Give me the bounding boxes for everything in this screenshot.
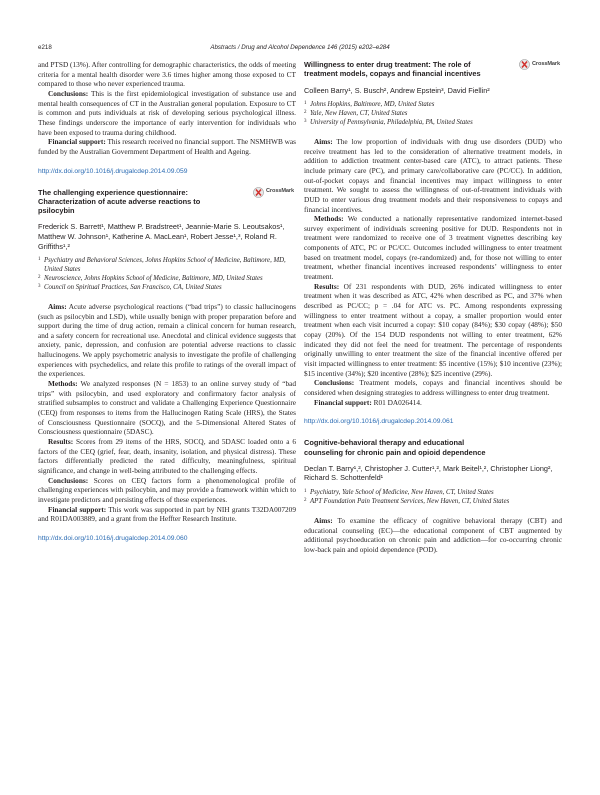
page-number: e218 (38, 44, 52, 51)
affiliation-list (38, 257, 296, 293)
results-paragraph: Results: Scores from 29 items of the HRS, SOCQ, and 5DASC loaded onto a 6 factors of the CEQ (grief, fear, death, insanity, isolation, and physical distress). These factors differentially predicted the rated difficulty, meaningfulness, spiritual significance, and change in well-being attributed to the challenging effects. (38, 437, 296, 476)
abstract-title: Willingness to enter drug treatment: The role of treatment models, copays and financial incentives CrossMark (304, 60, 560, 79)
affiliation: 1 Psychiatry and Behavioral Sciences, Johns Hopkins School of Medicine, Baltimore, MD, United States (38, 257, 286, 274)
crossmark-icon (253, 187, 264, 198)
financial-support-paragraph: Financial support: This research received no financial support. The NSMHWB was funded by the Australian Government Department of Health and Ageing. (38, 137, 296, 156)
paragraph-continued: and PTSD (13%). After controlling for demographic characteristics, the odds of meeting criteria for a mental health disorder were 3.6 times higher among those exposed to CT compared to those who never experienced trauma. (38, 60, 296, 89)
affiliation: 2 Neuroscience, Johns Hopkins School of Medicine, Baltimore, MD, United States (38, 275, 263, 283)
crossmark-icon (519, 59, 530, 70)
conclusions-paragraph: Conclusions: Treatment models, copays and financial incentives should be considered when designing strategies to address willingness to enter drug treatment. (304, 378, 562, 397)
affiliation: 2 APT Foundation Pain Treatment Services, New Haven, CT, United States (304, 497, 510, 505)
affiliation: 3 University of Pennsylvania, Philadelphia, PA, United States (304, 119, 473, 126)
author-list: Colleen Barry¹, S. Busch², Andrew Epstein³, David Fiellin² (304, 85, 490, 95)
abstract-title: Cognitive-behavioral therapy and educational counseling for chronic pain and opioid dependence (304, 438, 486, 457)
left-column (38, 60, 296, 555)
doi-link[interactable]: http://dx.doi.org/10.1016/j.drugalcdep.2014.09.060 (38, 534, 188, 542)
author-list: Frederick S. Barrett¹, Matthew P. Bradstreet¹, Jeannie-Marie S. Leoutsakos¹, Matthew W. Johnson¹, Katherine A. MacLean¹, Robert Jesse¹,³, Roland R. Griffiths¹,² (38, 222, 285, 251)
results-paragraph: Results: Of 231 respondents with DUD, 26% indicated willingness to enter treatment when it was described as ATC, 42% when described as PC, and 37% when described as PC/CC; p = .04 for ATC vs. PC. Among respondents expressing willingness to enter treatment without a copay, a smaller proportion would enter treatment when each visit incurred a copay: $10 copay (84%); $30 copay (48%); $50 copay (20%). Of the 154 DUD respondents not willing to enter treatment, 62% indicated they did not feel the need for treatment. The percentage of respondents originally unwilling to enter treatment the size of the financial incentive offered per visit impacted willingness to enter treatment: $5 incentive (15%); $10 incentive (23%); $15 incentive (34%); $20 incentive (28%); $25 incentive (29%). (304, 281, 562, 378)
right-column (304, 60, 562, 555)
aims-paragraph: Aims: To examine the efficacy of cognitive behavioral therapy (CBT) and educational counseling (EC)—the educational component of CBT augmented by additional psychoeducation on chronic pain and addiction—for co-occurring chronic low-back pain and opioid dependence (POD). (304, 515, 562, 554)
conclusions-paragraph: Conclusions: Scores on CEQ factors form a phenomenological profile of challenging experiences with psilocybin, and may provide a framework within which to investigate predictors and persisting effects of these experiences. (38, 475, 296, 504)
abstract-title: The challenging experience questionnaire: Characterization of acute adverse reactions to psilocybin CrossMark (38, 187, 294, 216)
crossmark-badge[interactable]: CrossMark (253, 187, 294, 198)
affiliation-list (304, 101, 562, 128)
affiliation: 3 Council on Spiritual Practices, San Francisco, CA, United States (38, 283, 222, 291)
financial-support-paragraph: Financial support: R01 DA026414. (314, 397, 422, 407)
aims-paragraph: Aims: Acute adverse psychological reactions (“bad trips”) to classic hallucinogens (such as psilocybin and LSD), while usually benign with proper preparation before and support during the time of drug action, remain a clinical concern for human research, and a safety concern for recreational use. Anecdotal and clinical evidence suggests that anxiety, panic, depression, and confusion are potential adverse reactions to classic hallucinogens. We apply psychometric analysis to investigate the profile of challenging experiences with psychedelics, and relate this profile to ratings of the overall impact of the experiences. (38, 301, 296, 379)
doi-link[interactable]: http://dx.doi.org/10.1016/j.drugalcdep.2014.09.059 (38, 167, 188, 175)
methods-paragraph: Methods: We analyzed responses (N = 1853) to an online survey study of “bad trips” with psilocybin, and used exploratory and confirmatory factor analysis of stratified subsamples to construct and validate a Challenging Experience Questionnaire (CEQ) from responses to items from the Hallucinogen Rating Scale (HRS), the States of Consciousness Questionnaire (SOCQ), and the 5-Dimensional Altered States of Consciousness questionnaire (5DASC). (38, 379, 296, 437)
doi-link[interactable]: http://dx.doi.org/10.1016/j.drugalcdep.2014.09.061 (304, 418, 454, 426)
aims-paragraph: Aims: The low proportion of individuals with drug use disorders (DUD) who receive treatment has led to the consideration of alternative treatment models, in addition to addiction treatment center-based care (ATC), to attract patients. These include primary care (PC), and primary care/collaborative care (PC/CC). In addition, out-of-pocket copays and financial incentives may impact willingness to enter treatment. We sought to assess the willingness of out-of-treatment individuals with DUD to enter various drug treatment models and their responsiveness to copays and financial incentives. (304, 136, 562, 214)
author-list: Declan T. Barry¹,², Christopher J. Cutter¹,², Mark Beitel¹,², Christopher Liong², Richard S. Schottenfeld¹ (304, 463, 553, 483)
affiliation: 1 Psychiatry, Yale School of Medicine, New Haven, CT, United States (304, 489, 494, 497)
affiliation: 2 Yale, New Haven, CT, United States (304, 110, 408, 118)
financial-support-paragraph: Financial support: This work was supported in part by NIH grants T32DA007209 and R01DA003889, and a grant from the Heffter Research Institute. (38, 504, 296, 524)
methods-paragraph: Methods: We conducted a nationally representative randomized internet-based survey experiment of individuals screening positive for DUD. Respondents not in treatment were randomized to receive one of 3 treatment vignettes describing key components of ATC, PC or PC/CC. Outcomes included willingness to enter treatment based on treatment model, copays (re-randomized) and, for those not willing to enter treatment, whether financial incentives increased respondents’ willingness to enter treatment. (304, 214, 562, 282)
running-header (38, 44, 562, 54)
crossmark-badge[interactable]: CrossMark (519, 59, 560, 70)
affiliation-list (304, 489, 562, 507)
affiliation: 1 Johns Hopkins, Baltimore, MD, United States (304, 101, 435, 109)
journal-citation: Abstracts / Drug and Alcohol Dependence 146 (2015) e202–e284 (210, 44, 390, 51)
conclusions-paragraph: Conclusions: This is the first epidemiological investigation of substance use and mental health consequences of CT in the Australian general population. Exposure to CT is common and puts individuals at risk of developing serious psychological illness. These findings underscore the importance of early intervention for individuals who have been exposed to trauma during childhood. (38, 88, 296, 137)
